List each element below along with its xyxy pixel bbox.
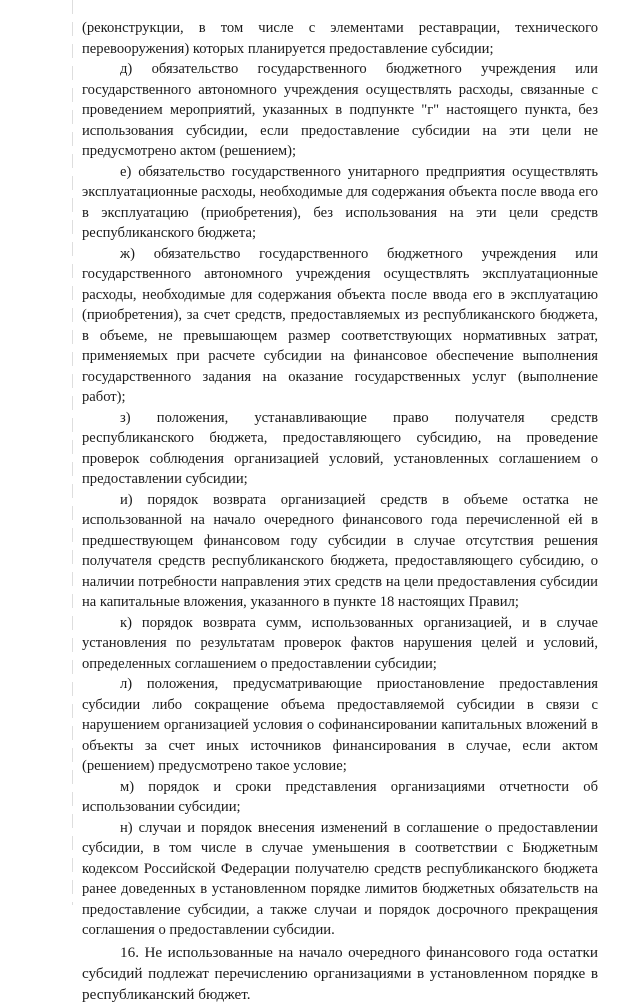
document-body <box>82 18 598 1005</box>
paragraph-item-e: е) обязательство государственного унитарного предприятия осуществлять эксплуатационные расходы, необходимые для содержания объекта после ввода его в эксплуатацию (приобретения), без использования на эти цели средств республиканского бюджета; <box>82 163 598 241</box>
scan-edge-line <box>72 0 73 905</box>
paragraph-continuation: (реконструкции, в том числе с элементами реставрации, технического перевооружения) которых планируется предоставление субсидии; <box>82 20 598 57</box>
paragraph-item-n: н) случаи и порядок внесения изменений в соглашение о предоставлении субсидии, в том числе в случае уменьшения в соответствии с Бюджетным кодексом Российской Федерации получателю средств республиканского бюджета ранее доведенных в установленном порядке лимитов бюджетных обязательств на предоставление субсидии, а также случаи и порядок досрочного прекращения соглашения о предоставлении субсидии. <box>82 819 598 938</box>
paragraph-item-16: 16. Не использованные на начало очередного финансового года остатки субсидий подлежат перечислению организациями в установленном порядке в республиканский бюджет. <box>82 943 598 1003</box>
paragraph-item-k: к) порядок возврата сумм, использованных организацией, и в случае установления по результатам проверок фактов нарушения целей и условий, определенных соглашением о предоставлении субсидии; <box>82 614 598 672</box>
paragraph-item-l: л) положения, предусматривающие приостановление предоставления субсидии либо сокращение объема предоставляемой субсидии в связи с нарушением организацией условия о софинансировании капитальных вложений в объекты за счет иных источников финансирования в случае, если актом (решением) предусмотрено такое условие; <box>82 676 598 774</box>
paragraph-item-d: д) обязательство государственного бюджетного учреждения или государственного автономного учреждения осуществлять расходы, связанные с проведением мероприятий, указанных в подпункте "г" настоящего пункта, без использования субсидии, если предоставление субсидии на эти цели не предусмотрено актом (решением); <box>82 61 598 159</box>
paragraph-item-z: з) положения, устанавливающие право получателя средств республиканского бюджета, предоставляющего субсидию, на проведение проверок соблюдения организацией условий, установленных соглашением о предоставлении субсидии; <box>82 409 598 487</box>
paragraph-item-i: и) порядок возврата организацией средств в объеме остатка не использованной на начало очередного финансового года перечисленной ей в предшествующем финансовом году субсидии в случае отсутствия решения получателя средств республиканского бюджета, предоставляющего субсидию, о наличии потребности направления этих средств на цели предоставления субсидии на капитальные вложения, указанного в пункте 18 настоящих Правил; <box>82 491 598 610</box>
paragraph-item-zh: ж) обязательство государственного бюджетного учреждения или государственного автономного учреждения осуществлять эксплуатационные расходы, необходимые для содержания объекта после ввода его в эксплуатацию (приобретения), за счет средств, предоставляемых из республиканского бюджета, в объеме, не превышающем размер соответствующих нормативных затрат, применяемых при расчете субсидии на финансовое обеспечение выполнения государственного задания на оказание государственных услуг (выполнение работ); <box>82 245 598 405</box>
paragraph-item-m: м) порядок и сроки представления организациями отчетности об использовании субсидии; <box>82 778 598 815</box>
